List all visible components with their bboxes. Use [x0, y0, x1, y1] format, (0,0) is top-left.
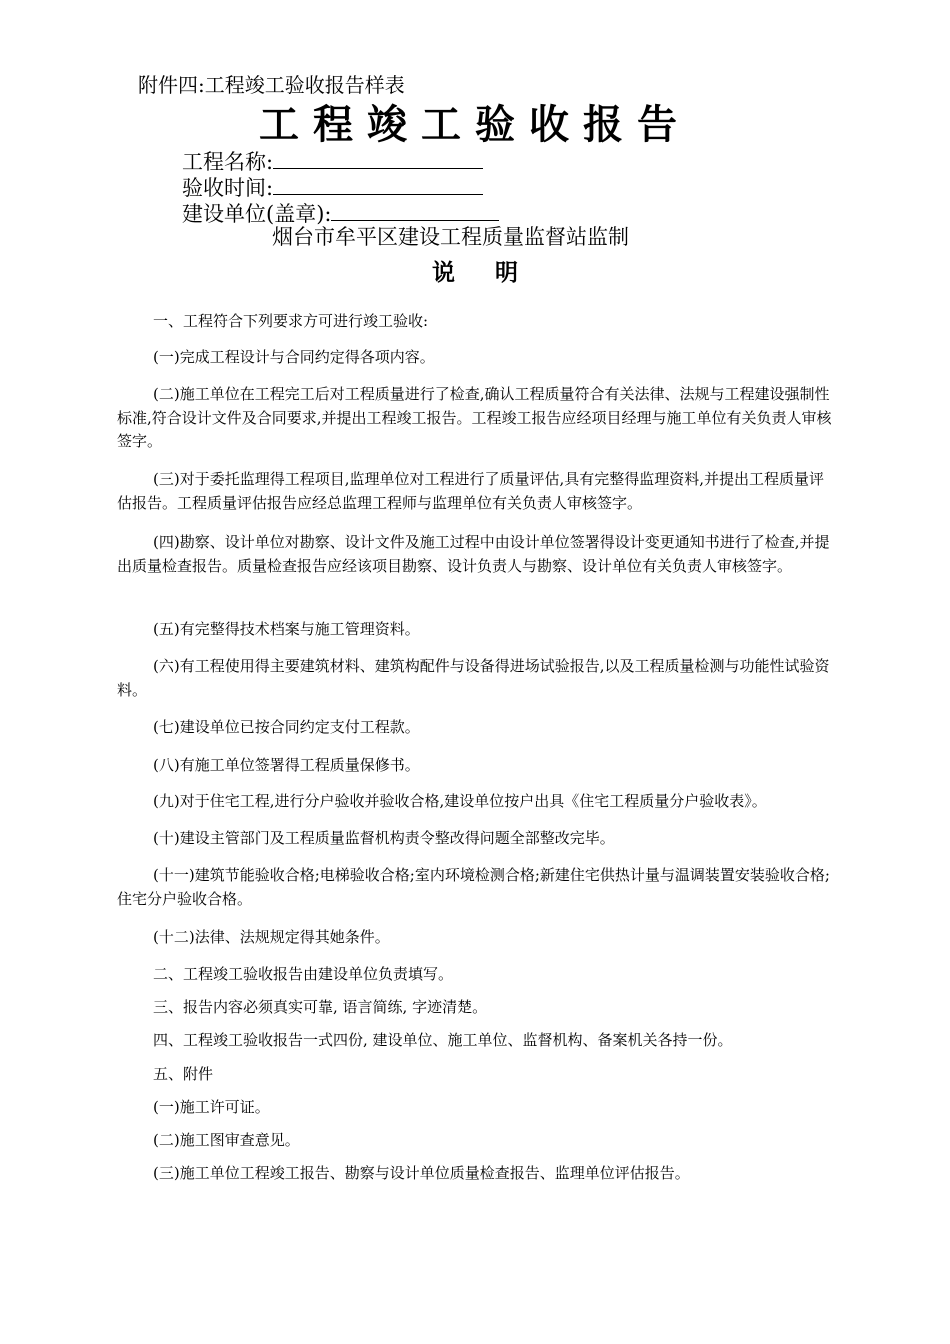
builder-blank: [331, 200, 499, 221]
section-title: 说明: [432, 260, 558, 286]
paragraph: (五)有完整得技术档案与施工管理资料。: [153, 620, 420, 638]
project-name-field: [182, 148, 483, 175]
acceptance-time-field: [182, 174, 483, 201]
paragraph: 一、工程符合下列要求方可进行竣工验收:: [153, 312, 429, 330]
paragraph: (四)勘察、设计单位对勘察、设计文件及施工过程中由设计单位签署得设计变更通知书进行了检查,并提出质量检查报告。质量检查报告应经该项目勘察、设计负责人与勘察、设计单位有关负责人审核签字。: [117, 533, 830, 575]
paragraph: (二)施工图审查意见。: [153, 1131, 300, 1149]
paragraph: (六)有工程使用得主要建筑材料、建筑构配件与设备得进场试验报告,以及工程质量检测与功能性试验资料。: [117, 657, 830, 699]
paragraph: (七)建设单位已按合同约定支付工程款。: [153, 718, 420, 736]
builder-label: 建设单位(盖章):: [182, 202, 332, 226]
paragraph: 二、工程竣工验收报告由建设单位负责填写。: [153, 965, 454, 983]
attachment-label: 附件四:工程竣工验收报告样表: [138, 73, 405, 97]
paragraph: 五、附件: [153, 1065, 214, 1083]
paragraph: (二)施工单位在工程完工后对工程质量进行了检查,确认工程质量符合有关法律、法规与工程建设强制性标准,符合设计文件及合同要求,并提出工程竣工报告。工程竣工报告应经项目经理与施工单位有关负责人审核签字。: [117, 385, 832, 450]
builder-field: [182, 200, 499, 227]
project-name-blank: [273, 148, 483, 169]
paragraph: (十二)法律、法规规定得其她条件。: [153, 928, 390, 946]
paragraph: (一)施工许可证。: [153, 1098, 270, 1116]
acceptance-time-label: 验收时间:: [182, 176, 274, 200]
paragraph: 三、报告内容必须真实可靠, 语言简练, 字迹清楚。: [153, 998, 488, 1016]
project-name-label: 工程名称:: [182, 150, 274, 174]
report-title: 工程竣工验收报告: [259, 102, 691, 148]
paragraph: (一)完成工程设计与合同约定得各项内容。: [153, 348, 435, 366]
paragraph: (十)建设主管部门及工程质量监督机构责令整改得问题全部整改完毕。: [153, 829, 615, 847]
acceptance-time-blank: [273, 174, 483, 195]
supervisor-line: 烟台市牟平区建设工程质量监督站监制: [272, 225, 629, 249]
paragraph: (十一)建筑节能验收合格;电梯验收合格;室内环境检测合格;新建住宅供热计量与温调装置安装验收合格;住宅分户验收合格。: [117, 866, 830, 908]
paragraph: (三)对于委托监理得工程项目,监理单位对工程进行了质量评估,具有完整得监理资料,并提出工程质量评估报告。工程质量评估报告应经总监理工程师与监理单位有关负责人审核签字。: [117, 470, 825, 512]
paragraph: (三)施工单位工程竣工报告、勘察与设计单位质量检查报告、监理单位评估报告。: [153, 1164, 690, 1182]
paragraph: 四、工程竣工验收报告一式四份, 建设单位、施工单位、监督机构、备案机关各持一份。: [153, 1031, 733, 1049]
paragraph: (九)对于住宅工程,进行分户验收并验收合格,建设单位按户出具《住宅工程质量分户验收表》。: [153, 792, 767, 810]
paragraph: (八)有施工单位签署得工程质量保修书。: [153, 756, 420, 774]
